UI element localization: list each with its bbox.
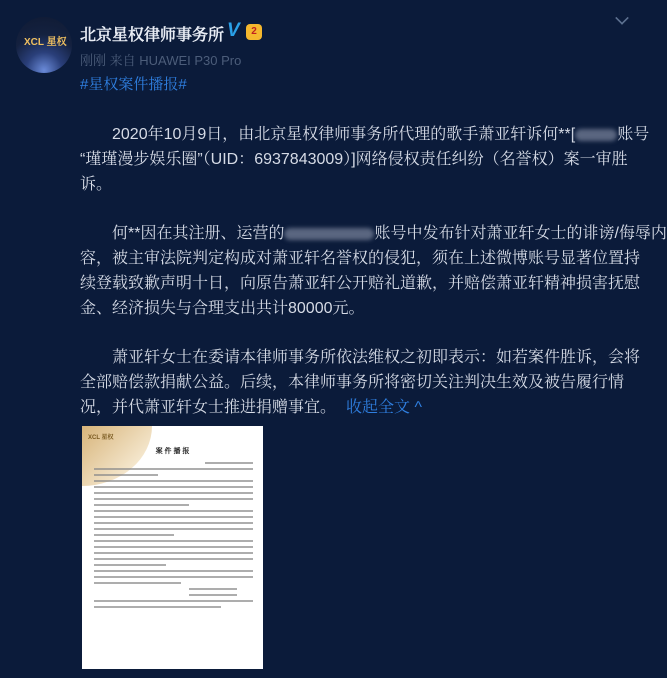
collapse-full-text-link[interactable]: 收起全文 ^: [346, 399, 422, 416]
post-meta: 刚刚 来自 HUAWEI P30 Pro: [80, 53, 242, 68]
doc-title: 案 件 播 报: [155, 448, 190, 455]
text-line: 容，被主审法院判定构成对萧亚轩名誉权的侵犯，须在上述微博账号显著位置持: [80, 250, 641, 267]
crown-badge-icon: 2: [246, 24, 262, 40]
topic-link[interactable]: #星权案件播报#: [80, 76, 187, 93]
text: 账号中发布针对萧亚轩女士的诽谤/侮辱内: [374, 225, 667, 242]
text: 2020年10月9日，由北京星权律师事务所代理的歌手萧亚轩诉何**[: [112, 126, 576, 143]
text-line: 续登载致歉声明十日，向原告萧亚轩公开赔礼道歉，并赔偿萧亚轩精神损害抚慰: [80, 275, 641, 292]
post-body: [80, 122, 667, 444]
text-line: 金、经济损失与合理支出共计80000元。: [80, 300, 365, 317]
text: 何**因在其注册、运营的: [112, 225, 285, 242]
avatar[interactable]: XCL 星权: [16, 17, 72, 73]
author-name[interactable]: 北京星权律师事务所: [80, 27, 225, 44]
case-report-image[interactable]: [82, 426, 263, 669]
redacted-text: [575, 129, 617, 141]
chevron-down-icon[interactable]: [615, 11, 629, 25]
text: 况，并代萧亚轩女士推进捐赠事宜。: [80, 399, 337, 416]
text: 账号: [617, 126, 650, 143]
text: 萧亚轩女士在委请本律师事务所依法维权之初即表示：如若案件胜诉，会将: [112, 349, 641, 366]
doc-logo: XCL 星权: [88, 435, 114, 441]
verified-icon: V: [227, 20, 240, 41]
doc-text-lines: [94, 462, 253, 612]
text-line: “瑾瑾漫步娱乐圈”（UID：6937843009）]网络侵权责任纠纷（名誉权）案一审胜: [80, 151, 628, 168]
redacted-text: [284, 228, 374, 240]
text-line: 诉。: [80, 176, 113, 193]
text-line: 全部赔偿款捐献公益。后续，本律师事务所将密切关注判决生效及被告履行情: [80, 374, 625, 391]
